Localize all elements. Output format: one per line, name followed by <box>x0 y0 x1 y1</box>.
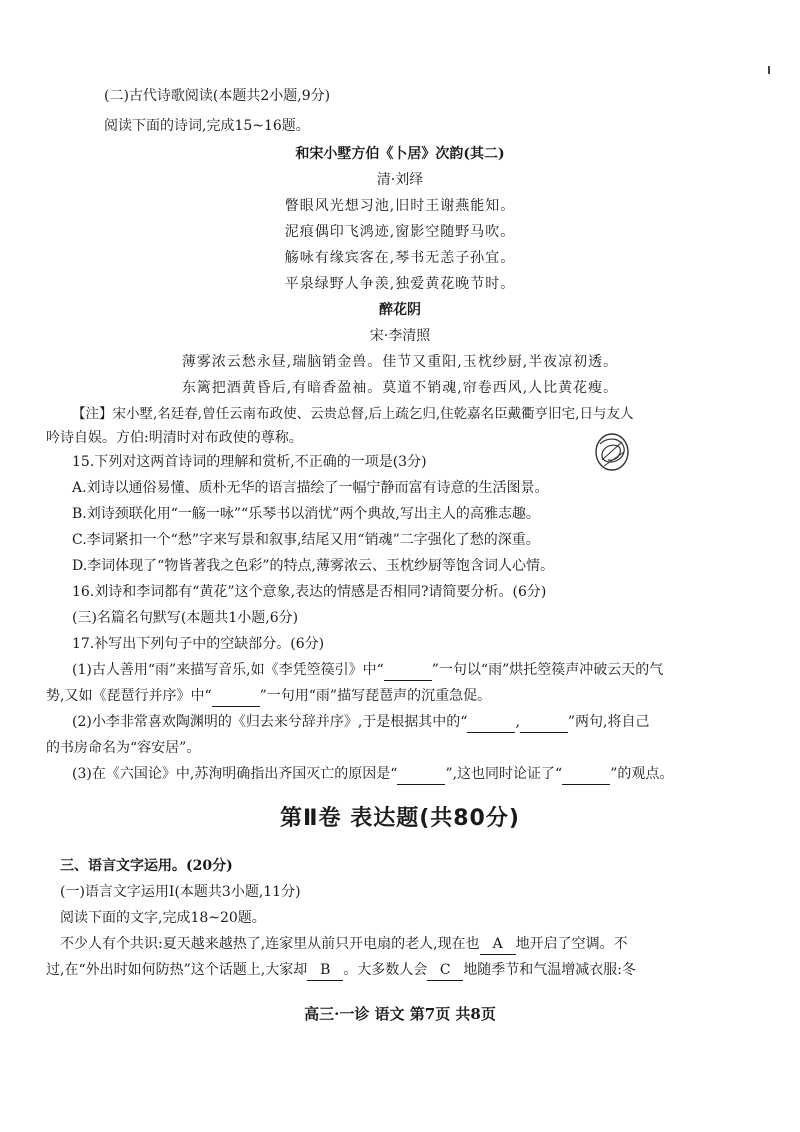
question-15-option: A.刘诗以通俗易懂、质朴无华的语言描绘了一幅宁静而富有诗意的生活图景。 <box>72 480 549 496</box>
answer-blank[interactable] <box>562 764 610 785</box>
text-segment: (3)在《六国论》中,苏洵明确指出齐国灭亡的原因是“ <box>72 766 398 782</box>
blank-a[interactable]: A <box>480 934 516 955</box>
annotation-note-line: 吟诗自娱。方伯:明清时对布政使的尊称。 <box>46 430 303 446</box>
dictation-section-heading: (三)名篇名句默写(本题共1小题,6分) <box>72 610 299 626</box>
blank-c[interactable]: C <box>427 960 463 981</box>
answer-blank[interactable] <box>467 712 515 733</box>
pen-scribble-icon <box>592 430 632 474</box>
part2-title: 第Ⅱ卷 表达题(共80分) <box>280 806 520 831</box>
question-15-stem: 15.下列对这两首诗词的理解和赏析,不正确的一项是(3分) <box>72 454 427 470</box>
question-16-stem: 16.刘诗和李词都有“黄花”这个意象,表达的情感是否相同?请简要分析。(6分) <box>72 584 547 600</box>
answer-blank[interactable] <box>520 712 568 733</box>
text-segment: 地开启了空调。不 <box>515 936 628 952</box>
poetry-section-heading: (二)古代诗歌阅读(本题共2小题,9分) <box>104 88 331 104</box>
poem1-title: 和宋小墅方伯《卜居》次韵(其二) <box>295 146 505 162</box>
answer-blank[interactable] <box>397 764 445 785</box>
text-segment: , <box>515 714 520 730</box>
poem1-line: 平泉绿野人争羡,独爱黄花晚节时。 <box>284 276 516 292</box>
text-segment: ”一句以“雨”烘托箜篌声冲破云天的气 <box>431 662 664 678</box>
text-segment: 地随季节和气温增减衣服:冬 <box>463 962 636 978</box>
text-segment: 过,在“外出时如何防热”这个话题上,大家却 <box>46 962 308 978</box>
question-17-part2-line2: 的书房命名为“容安居”。 <box>46 740 201 756</box>
section3-instruction: 阅读下面的文字,完成18~20题。 <box>60 910 266 926</box>
poem2-line: 东篱把酒黄昏后,有暗香盈袖。莫道不销魂,帘卷西风,人比黄花瘦。 <box>181 380 619 396</box>
blank-b[interactable]: B <box>307 960 343 981</box>
poem2-title: 醉花阴 <box>379 302 421 318</box>
poem1-line: 泥痕偶印飞鸿迹,窗影空随野马吹。 <box>284 224 516 240</box>
poem2-author: 宋·李清照 <box>369 328 431 344</box>
text-segment: ”的观点。 <box>610 766 674 782</box>
answer-blank[interactable] <box>384 660 432 681</box>
corner-mark <box>768 66 774 74</box>
passage-line1 <box>60 934 628 955</box>
text-segment: (1)古人善用“雨”来描写音乐,如《李凭箜篌引》中“ <box>72 662 384 678</box>
question-17-part1-line2 <box>46 686 491 707</box>
question-17-part1-line1 <box>72 660 663 681</box>
text-segment: ”一句用“雨”描写琵琶声的沉重急促。 <box>259 688 492 704</box>
poetry-instruction: 阅读下面的诗词,完成15~16题。 <box>104 118 310 134</box>
question-17-stem: 17.补写出下列句子中的空缺部分。(6分) <box>72 636 325 652</box>
passage-line2 <box>46 960 636 981</box>
answer-blank[interactable] <box>212 686 260 707</box>
text-segment: 势,又如《琵琶行并序》中“ <box>46 688 212 704</box>
question-15-option: D.李词体现了“物皆著我之色彩”的特点,薄雾浓云、玉枕纱厨等饱含词人心情。 <box>72 558 554 574</box>
section3-heading: 三、语言文字运用。(20分) <box>60 858 233 874</box>
question-17-part3-line <box>72 764 673 785</box>
annotation-note-line: 【注】宋小墅,名廷春,曾任云南布政使、云贵总督,后上疏乞归,住乾嘉名臣戴衢亨旧宅,日与友人 <box>72 406 634 422</box>
poem1-line: 瞥眼风光想习池,旧时王谢燕能知。 <box>284 198 516 214</box>
text-segment: 。大多数人会 <box>343 962 428 978</box>
poem1-line: 觞咏有缘宾客在,琴书无恙子孙宜。 <box>284 250 516 266</box>
text-segment: (2)小李非常喜欢陶渊明的《归去来兮辞并序》,于是根据其中的“ <box>72 714 468 730</box>
poem1-author: 清·刘绎 <box>376 172 424 188</box>
question-17-part2-line1 <box>72 712 650 733</box>
section3-sub-heading: (一)语言文字运用Ⅰ(本题共3小题,11分) <box>60 884 301 900</box>
text-segment: ”,这也同时论证了“ <box>445 766 563 782</box>
poem2-line: 薄雾浓云愁永昼,瑞脑销金兽。佳节又重阳,玉枕纱厨,半夜凉初透。 <box>181 354 619 370</box>
page-footer: 高三·一诊 语文 第7页 共8页 <box>304 1005 496 1023</box>
text-segment: 不少人有个共识:夏天越来越热了,连家里从前只开电扇的老人,现在也 <box>60 936 480 952</box>
question-15-option: C.李词紧扣一个“愁”字来写景和叙事,结尾又用“销魂”二字强化了愁的深重。 <box>72 532 540 548</box>
text-segment: ”两句,将自己 <box>567 714 650 730</box>
question-15-option: B.刘诗颈联化用“一觞一咏”“乐琴书以消忧”两个典故,写出主人的高雅志趣。 <box>72 506 540 522</box>
